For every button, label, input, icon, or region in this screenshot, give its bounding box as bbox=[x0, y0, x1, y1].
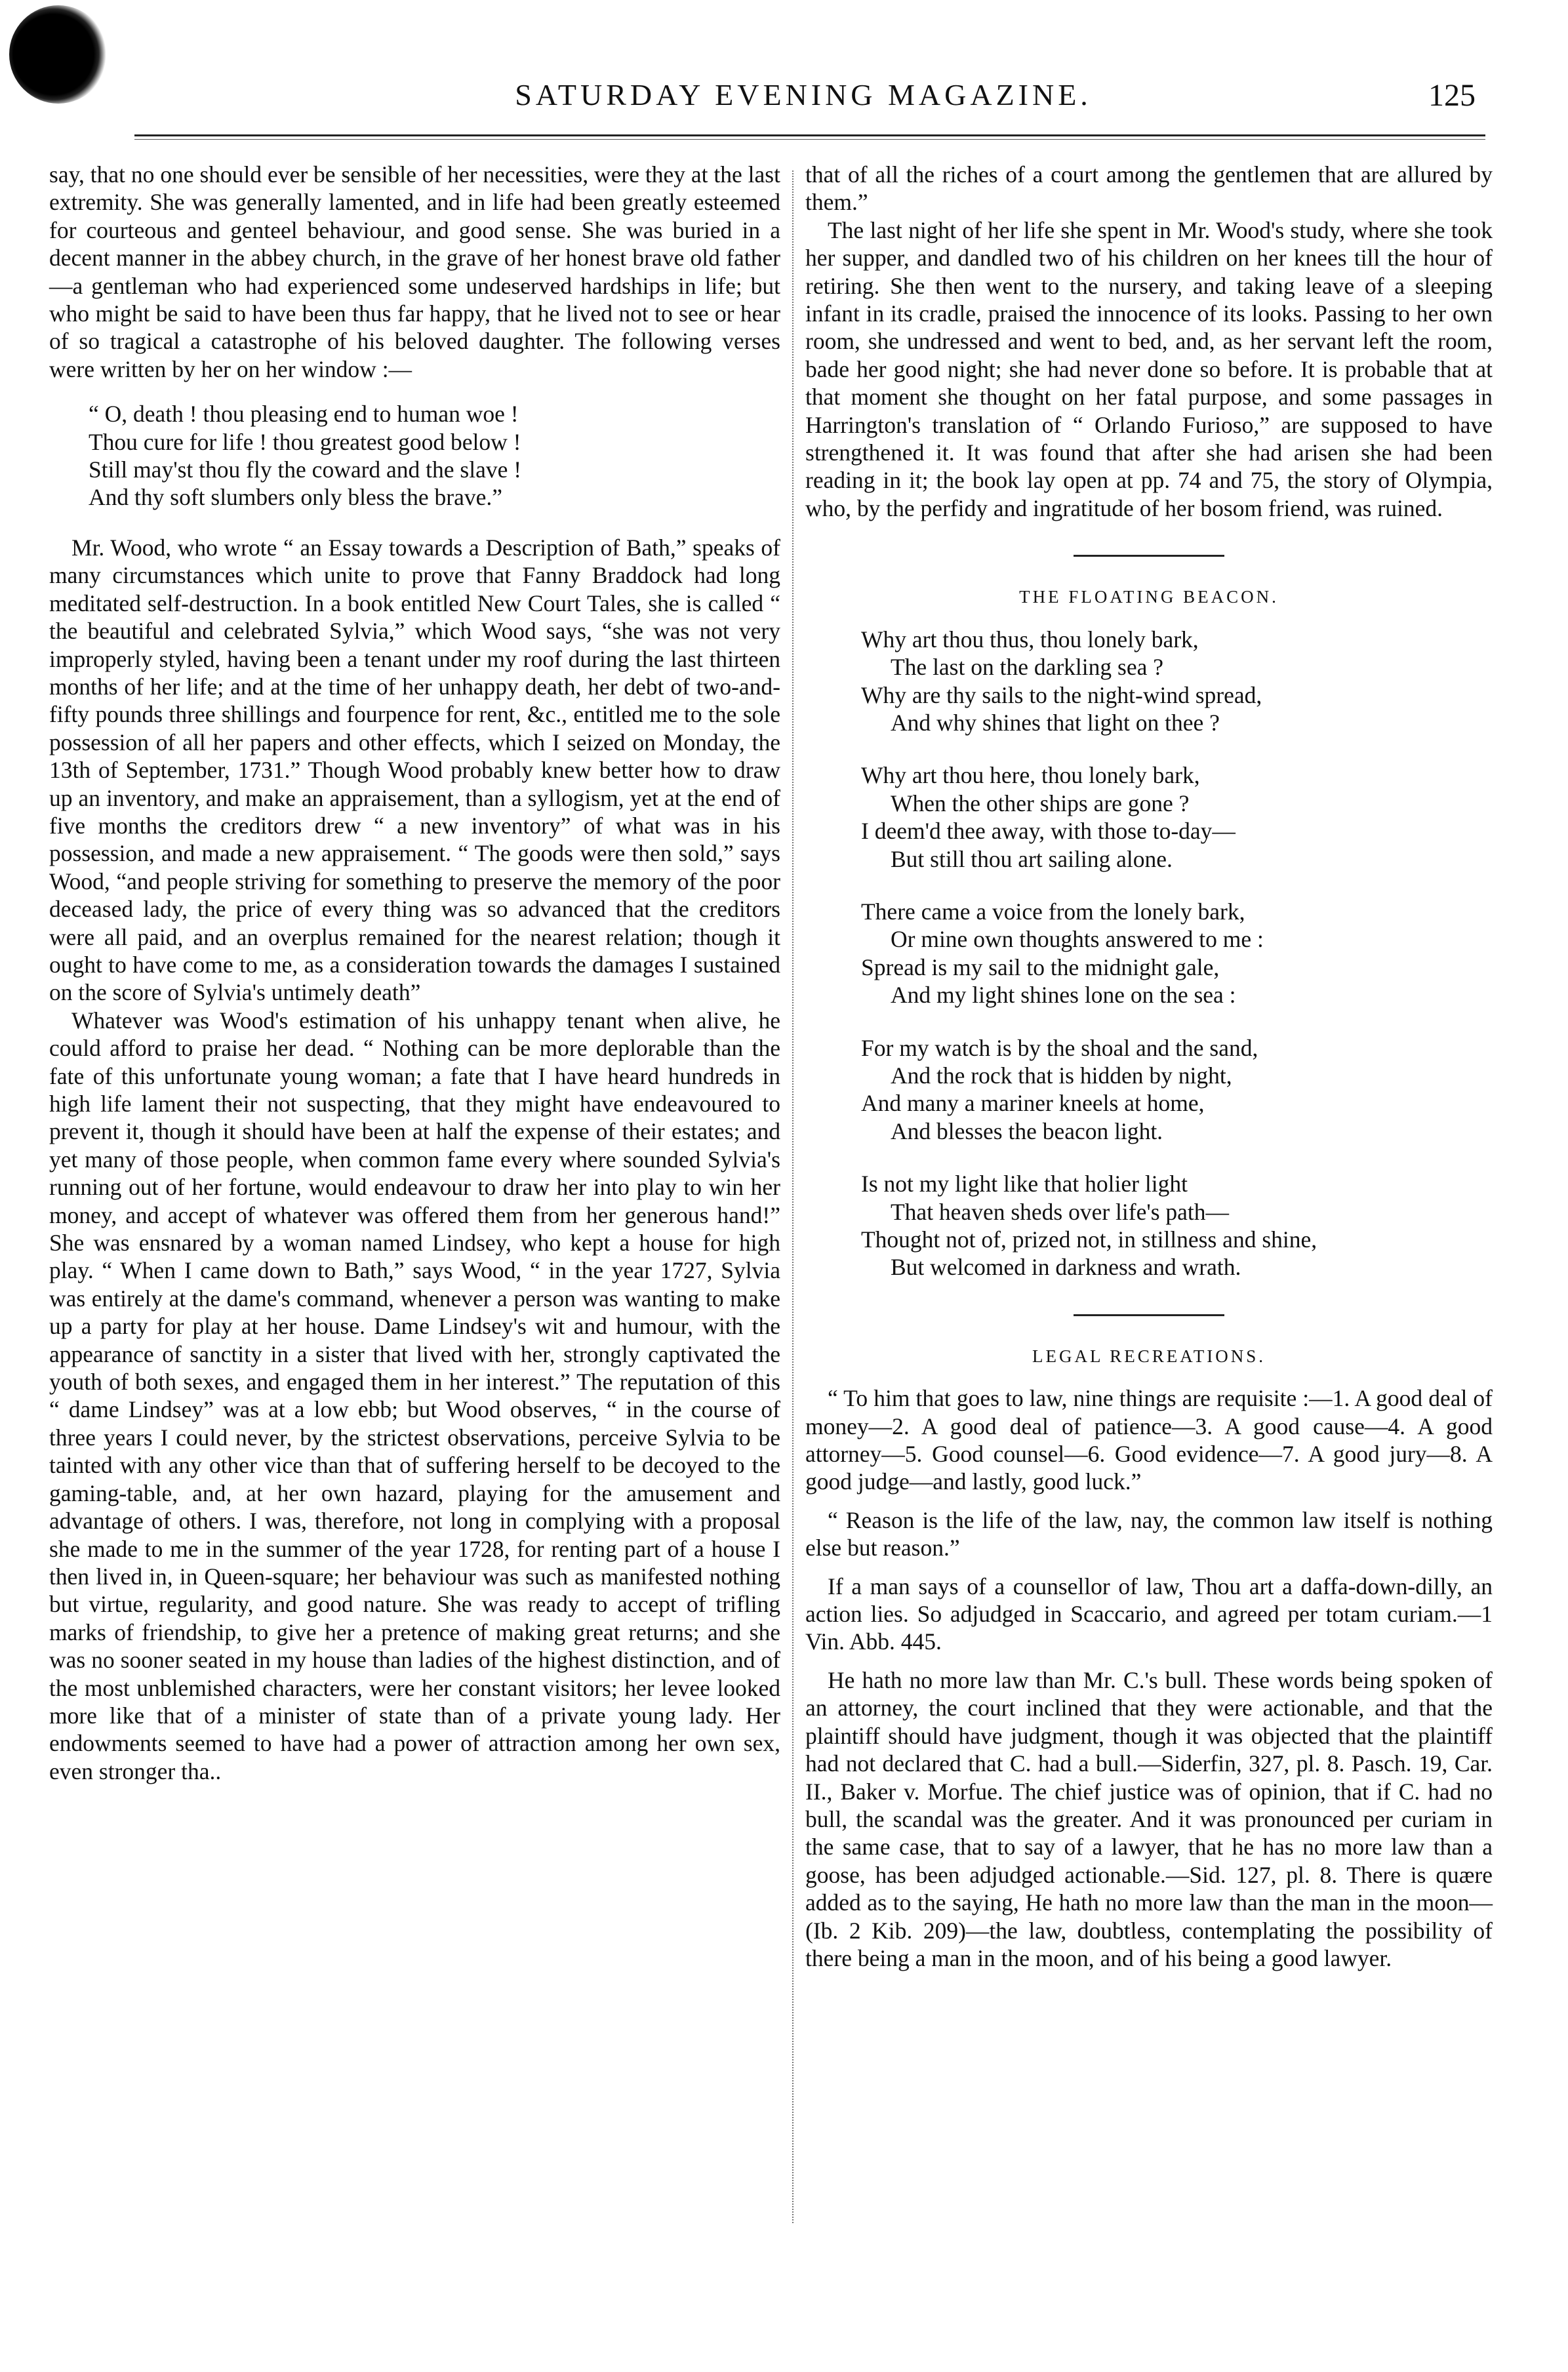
poem bbox=[861, 626, 1493, 1281]
running-title: SATURDAY EVENING MAGAZINE. bbox=[515, 78, 1092, 111]
stanza bbox=[861, 1034, 1493, 1146]
poem-line: And why shines that light on thee ? bbox=[891, 709, 1220, 736]
poem-line: Why art thou thus, thou lonely bark, bbox=[861, 626, 1199, 653]
paragraph: “ To him that goes to law, nine things are requisite :—1. A good deal of money—2. A good deal of patience—3. A good cause—4. A good attorney—5. Good counsel—6. Good evidence—7. A good jury—8. A good judge—and lastly, good luck.” bbox=[805, 1385, 1493, 1495]
poem-line: Or mine own thoughts answered to me : bbox=[891, 926, 1264, 953]
poem-line: But still thou art sailing alone. bbox=[891, 845, 1173, 872]
poem-line: And blesses the beacon light. bbox=[891, 1117, 1163, 1144]
poem-line: There came a voice from the lonely bark, bbox=[861, 898, 1245, 925]
section-rule bbox=[1074, 555, 1224, 557]
stanza bbox=[861, 626, 1493, 737]
poem-line: For my watch is by the shoal and the sand, bbox=[861, 1034, 1258, 1061]
paragraph: “ Reason is the life of the law, nay, the common law itself is nothing else but reason.” bbox=[805, 1506, 1493, 1561]
poem-line: That heaven sheds over life's path— bbox=[891, 1198, 1230, 1225]
poem-line: Why art thou here, thou lonely bark, bbox=[861, 762, 1200, 789]
poem-line: Why are thy sails to the night-wind spread, bbox=[861, 681, 1262, 708]
page-header bbox=[131, 77, 1476, 123]
poem-line: I deem'd thee away, with those to-day— bbox=[861, 818, 1236, 845]
window-verse bbox=[89, 400, 780, 512]
verse-line: Thou cure for life ! thou greatest good below ! bbox=[89, 428, 521, 455]
page-number: 125 bbox=[1428, 78, 1476, 113]
column-divider bbox=[792, 171, 794, 2223]
stanza bbox=[861, 898, 1493, 1009]
poem-line: But welcomed in darkness and wrath. bbox=[891, 1254, 1241, 1281]
verse-line: And thy soft slumbers only bless the brave.” bbox=[89, 484, 503, 511]
poem-line: And many a mariner kneels at home, bbox=[861, 1090, 1205, 1117]
poem-line: And my light shines lone on the sea : bbox=[891, 982, 1236, 1009]
left-column bbox=[49, 161, 780, 1785]
paragraph: Whatever was Wood's estimation of his unhappy tenant when alive, he could afford to praise her dead. “ Nothing can be more deplorable than the fate of this unfortunate young woman; a fate that I have heard hundreds in high life lament their not suspecting, that they might have endeavoured to prevent it, though it should have been at half the expense of their estates; and yet many of those people, when common fame every where sounded Sylvia's running out of her fortune, would endeavour to draw her into play to win her money, and accept of whatever was offered them from her generous hand!” She was ensnared by a woman named Lindsey, who kept a house for high play. “ When I came down to Bath,” says Wood, “ in the year 1727, Sylvia was entirely at the dame's command, whenever a person was wanting to make up a party for play at her house. Dame Lindsey's wit and humour, with the appearance of sanctity in a sister that lived with her, strongly captivated the youth of both sexes, and engaged them in her interest.” The reputation of this “ dame Lindsey” was at a low ebb; but Wood observes, “ in the course of three years I could never, by the strictest observations, perceive Sylvia to be tainted with any other vice than that of suffering herself to be decoyed to the gaming-table, and, at her own hazard, playing for the amusement and advantage of others. I was, therefore, not long in complying with a proposal she made to me in the summer of the year 1728, for renting part of a house I then lived in, in Queen-square; her behaviour was such as manifested nothing but virtue, regularity, and good nature. She was ready to accept of trifling marks of friendship, to give her a pretence of making great returns; and she was no sooner seated in my house than ladies of the highest distinction, and of the most unblemished characters, were her constant visitors; her levee looked more like that of a minister of state than of a private young lady. Her endowments seemed to have had a power of attraction among her own sex, even stronger tha.. bbox=[49, 1007, 780, 1784]
verse-line: “ O, death ! thou pleasing end to human woe ! bbox=[89, 401, 519, 428]
stanza bbox=[861, 1170, 1493, 1281]
section-rule bbox=[1074, 1314, 1224, 1316]
poem-line: Is not my light like that holier light bbox=[861, 1171, 1188, 1197]
paragraph: that of all the riches of a court among the gentlemen that are allured by them.” bbox=[805, 161, 1493, 216]
ink-blot bbox=[9, 5, 108, 104]
legal-title: LEGAL RECREATIONS. bbox=[1032, 1346, 1266, 1366]
verse-line: Still may'st thou fly the coward and the slave ! bbox=[89, 456, 522, 483]
paragraph: say, that no one should ever be sensible of her necessities, were they at the last extremity. She was generally lamented, and in life had been greatly esteemed for courteous and genteel behaviour, and good sense. She was buried in a decent manner in the abbey church, in the grave of her honest brave old father—a gentleman who had experienced some undeserved hardships in life; but who might be said to have been thus far happy, that he lived not to see or hear of so tragical a catastrophe of his beloved daughter. The following verses were written by her on her window :— bbox=[49, 161, 780, 382]
poem-title: THE FLOATING BEACON. bbox=[1019, 587, 1279, 607]
paragraph: The last night of her life she spent in Mr. Wood's study, where she took her supper, and dandled two of his children on her knees till the hour of retiring. She then went to the nursery, and taking leave of a sleeping infant in its cradle, praised the innocence of its looks. Passing to her own room, she undressed and went to bed, and, as her servant left the room, bade her good night; she had never done so before. It is probable that at that moment she thought on her fatal purpose, and some passages in Harrington's translation of “ Orlando Furioso,” are supposed to have strengthened it. It was found that after she had arisen she had been reading in it; the book lay open at pp. 74 and 75, the story of Olympia, who, by the perfidy and ingratitude of her bosom friend, was ruined. bbox=[805, 216, 1493, 521]
poem-line: And the rock that is hidden by night, bbox=[891, 1062, 1232, 1089]
poem-line: Spread is my sail to the midnight gale, bbox=[861, 954, 1220, 980]
right-column bbox=[805, 161, 1493, 1972]
poem-line: When the other ships are gone ? bbox=[891, 790, 1190, 816]
paragraph: He hath no more law than Mr. C.'s bull. These words being spoken of an attorney, the court inclined that they were actionable, and that the plaintiff should have judgment, though it was objected that the plaintiff had not declared that C. had a bull.—Siderfin, 327, pl. 8. Pasch. 19, Car. II., Baker v. Morfue. The chief justice was of opinion, that if C. had no bull, the scandal was the greater. And it was pronounced per curiam in the same case, that to say of a lawyer, that he has no more law than a goose, has been adjudged actionable.—Sid. 127, pl. 8. There is quære added as to the saying, He hath no more law than the man in the moon—(Ib. 2 Kib. 209)—the law, doubtless, contemplating the possibility of there being a man in the moon, and of his being a good lawyer. bbox=[805, 1666, 1493, 1971]
header-rule bbox=[134, 134, 1485, 140]
poem-line: Thought not of, prized not, in stillness and shine, bbox=[861, 1226, 1317, 1253]
paragraph: If a man says of a counsellor of law, Thou art a daffa-down-dilly, an action lies. So adjudged in Scaccario, and agreed per totam curiam.—1 Vin. Abb. 445. bbox=[805, 1573, 1493, 1655]
poem-line: The last on the darkling sea ? bbox=[891, 654, 1163, 681]
stanza bbox=[861, 761, 1493, 873]
paragraph: Mr. Wood, who wrote “ an Essay towards a Description of Bath,” speaks of many circumstances which unite to prove that Fanny Braddock had long meditated self-destruction. In a book entitled New Court Tales, she is called “ the beautiful and celebrated Sylvia,” which Wood says, “she was not very improperly styled, having been a tenant under my roof during the last thirteen months of her life; and at the time of her unhappy death, her debt of two-and-fifty pounds three shillings and fourpence for rent, &c., entitled me to the sole possession of all her papers and other effects, which I seized on Monday, the 13th of September, 1731.” Though Wood probably knew better how to draw up an inventory, and make an appraisement, than a syllogism, yet at the end of five months the creditors drew “ a new inventory” of what was in his possession, and made a new appraisement. “ The goods were then sold,” says Wood, “and people striving for something to preserve the memory of the poor deceased lady, the price of every thing was so advanced that the creditors were all paid, and an overplus remained for the nearest relation; though it ought to have come to me, as a consideration towards the damages I sustained on the score of Sylvia's untimely death” bbox=[49, 534, 780, 1006]
